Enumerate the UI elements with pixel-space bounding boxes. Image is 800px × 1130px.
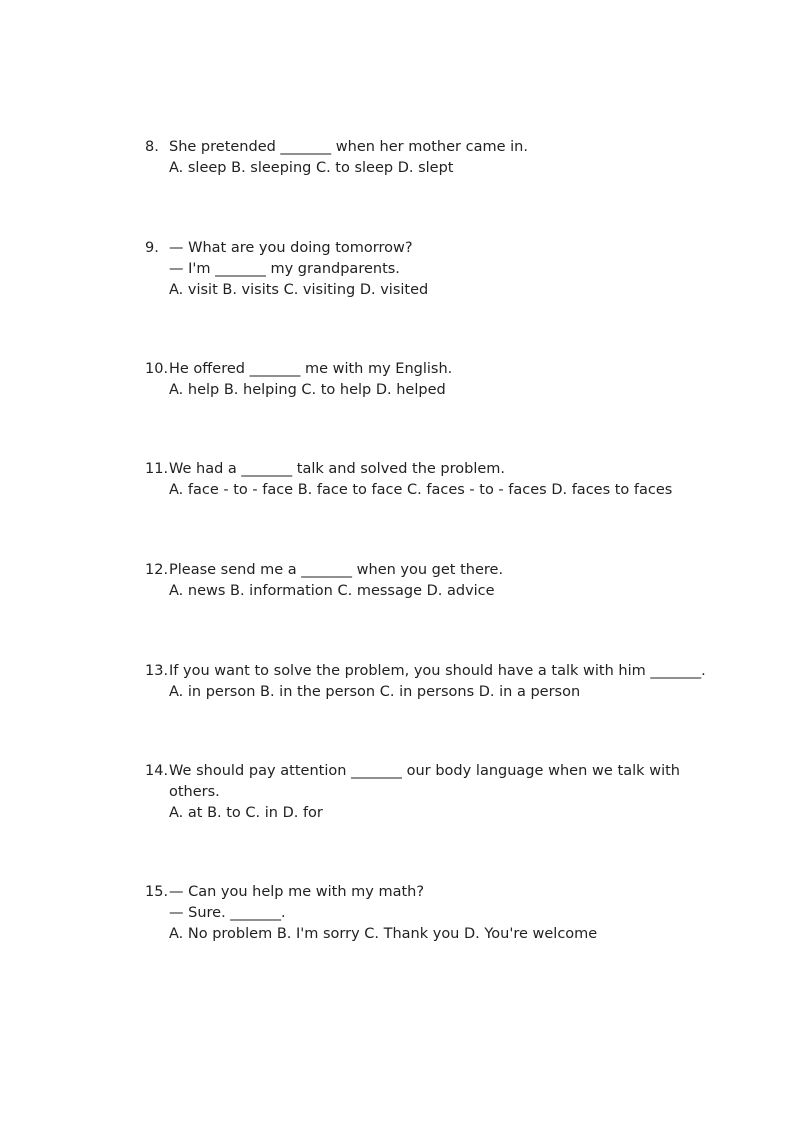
question-stem-continued: others. [169, 784, 220, 800]
question-number: 8. [145, 139, 159, 155]
question-number: 14. [145, 763, 169, 779]
question-12 [145, 560, 680, 602]
answer-options: A. visit B. visits C. visiting D. visited [169, 282, 429, 298]
question-stem: We had a _______ talk and solved the problem. [169, 461, 506, 477]
question-9 [145, 238, 680, 301]
answer-options: A. help B. helping C. to help D. helped [169, 382, 446, 398]
question-10 [145, 359, 680, 401]
question-8 [145, 137, 680, 179]
answer-options: A. face - to - face B. face to face C. faces - to - faces D. faces to faces [169, 482, 673, 498]
question-stem: Please send me a _______ when you get there. [169, 562, 504, 578]
dialogue-line: — I'm _______ my grandparents. [169, 261, 400, 277]
question-number: 9. [145, 240, 159, 256]
question-number: 15. [145, 884, 169, 900]
question-number: 12. [145, 562, 169, 578]
answer-options: A. sleep B. sleeping C. to sleep D. slept [169, 160, 454, 176]
answer-options: A. news B. information C. message D. advice [169, 583, 495, 599]
question-number: 13. [145, 663, 169, 679]
question-stem: We should pay attention _______ our body language when we talk with [169, 763, 680, 779]
question-11 [145, 459, 680, 501]
dialogue-line: — Sure. _______. [169, 905, 286, 921]
question-number: 11. [145, 461, 169, 477]
question-stem: If you want to solve the problem, you should have a talk with him _______. [169, 663, 706, 679]
answer-options: A. in person B. in the person C. in persons D. in a person [169, 684, 581, 700]
question-stem: She pretended _______ when her mother came in. [169, 139, 528, 155]
question-stem: He offered _______ me with my English. [169, 361, 453, 377]
dialogue-line: — What are you doing tomorrow? [169, 240, 413, 256]
dialogue-line: — Can you help me with my math? [169, 884, 425, 900]
question-number: 10. [145, 361, 169, 377]
question-13 [145, 661, 706, 703]
question-14 [145, 761, 680, 824]
answer-options: A. at B. to C. in D. for [169, 805, 323, 821]
question-15 [145, 882, 680, 945]
answer-options: A. No problem B. I'm sorry C. Thank you D. You're welcome [169, 926, 598, 942]
